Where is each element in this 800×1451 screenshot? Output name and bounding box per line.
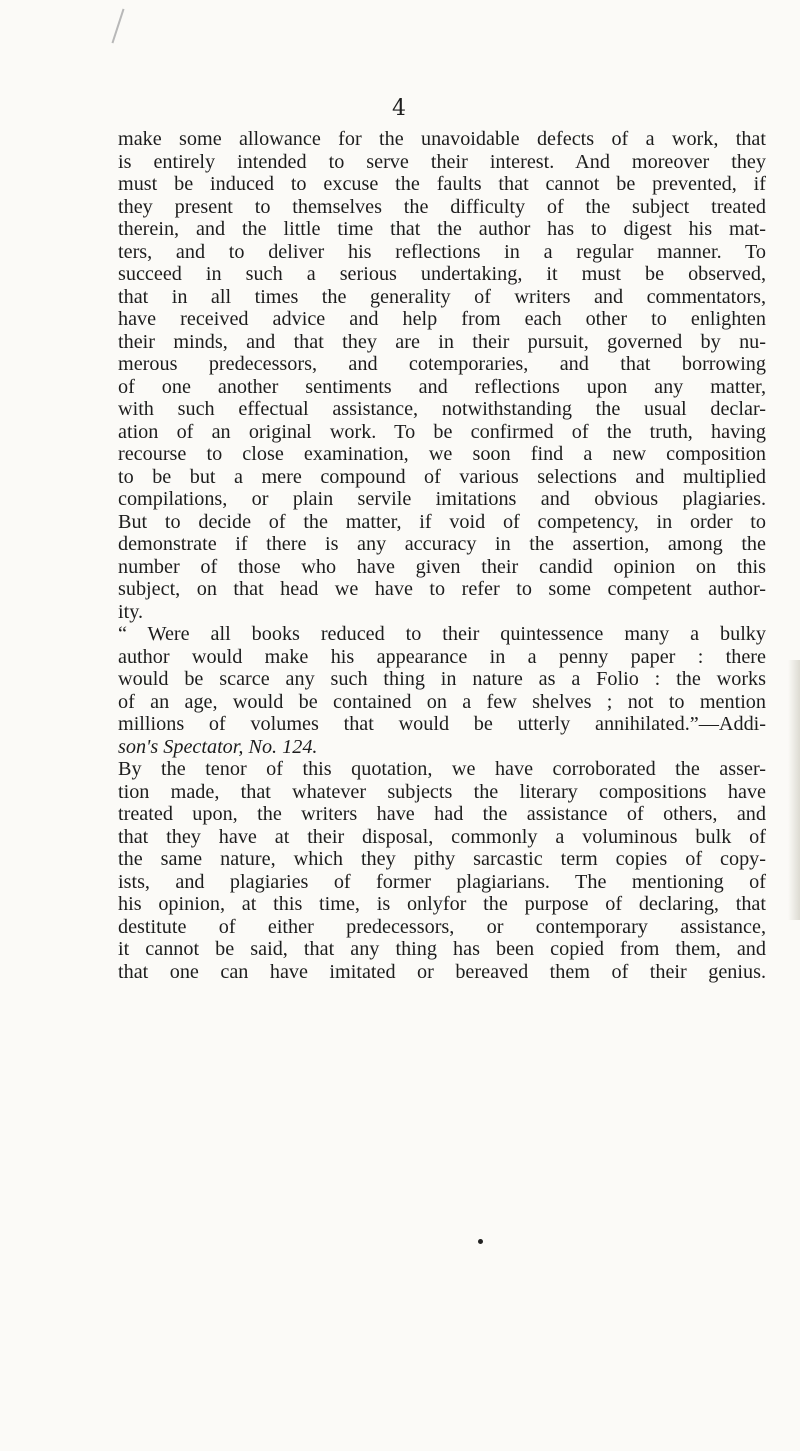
text-line: that they have at their disposal, commonly a voluminous bulk of <box>118 825 766 848</box>
text-line: the same nature, which they pithy sarcastic term copies of copy- <box>118 848 766 870</box>
quotation-line: author would make his appearance in a penny paper : there <box>118 645 766 668</box>
text-line: ity. <box>118 600 144 623</box>
text-line: have received advice and help from each other to enlighten <box>118 308 766 330</box>
text-line: must be induced to excuse the faults that cannot be prevented, if <box>118 173 766 195</box>
quotation-line: millions of volumes that would be utterly annihilated.”—Addi- <box>118 713 766 735</box>
quotation-line: of an age, would be contained on a few shelves ; not to mention <box>118 690 766 713</box>
ink-dot <box>478 1239 483 1244</box>
text-line: recourse to close examination, we soon find a new composition <box>118 443 766 465</box>
text-line: they present to themselves the difficulty of the subject treated <box>118 195 766 218</box>
body-text <box>118 128 766 983</box>
quotation-line: would be scarce any such thing in nature as a Folio : the works <box>118 668 766 690</box>
text-line: tion made, that whatever subjects the literary compositions have <box>118 780 766 803</box>
citation-line: son's Spectator, No. 124. <box>118 735 318 758</box>
text-line: destitute of either predecessors, or contemporary assistance, <box>118 915 766 938</box>
text-line: that one can have imitated or bereaved them of their genius. <box>118 960 766 983</box>
text-line: ists, and plagiaries of former plagiarians. The mentioning of <box>118 870 766 893</box>
text-line: his opinion, at this time, is onlyfor the purpose of declaring, that <box>118 893 766 915</box>
text-line: merous predecessors, and cotemporaries, and that borrowing <box>118 353 766 375</box>
text-line: demonstrate if there is any accuracy in the assertion, among the <box>118 533 766 555</box>
text-line: with such effectual assistance, notwithstanding the usual declar- <box>118 398 766 420</box>
text-line: ters, and to deliver his reflections in a regular manner. To <box>118 240 766 263</box>
text-line: to be but a mere compound of various selections and multiplied <box>118 465 766 488</box>
text-line: therein, and the little time that the author has to digest his mat- <box>118 218 766 240</box>
scan-artifact <box>111 9 124 44</box>
page-number: 4 <box>392 96 406 121</box>
text-line: treated upon, the writers have had the assistance of others, and <box>118 803 766 825</box>
text-line: that in all times the generality of writers and commentators, <box>118 285 766 308</box>
text-line: their minds, and that they are in their pursuit, governed by nu- <box>118 330 766 353</box>
text-line: ation of an original work. To be confirmed of the truth, having <box>118 420 766 443</box>
text-line: it cannot be said, that any thing has been copied from them, and <box>118 938 766 960</box>
text-line: compilations, or plain servile imitations and obvious plagiaries. <box>118 488 766 510</box>
text-line: make some allowance for the unavoidable defects of a work, that <box>118 128 766 150</box>
quotation-line: “ Were all books reduced to their quintessence many a bulky <box>118 623 766 645</box>
text-line: By the tenor of this quotation, we have corroborated the asser- <box>118 758 766 780</box>
page-edge-shadow <box>788 660 800 920</box>
text-line: succeed in such a serious undertaking, it must be observed, <box>118 263 766 285</box>
text-line: number of those who have given their candid opinion on this <box>118 555 766 578</box>
text-line: But to decide of the matter, if void of competency, in order to <box>118 510 766 533</box>
text-line: subject, on that head we have to refer to some competent author- <box>118 578 766 600</box>
text-line: of one another sentiments and reflections upon any matter, <box>118 375 766 398</box>
text-line: is entirely intended to serve their interest. And moreover they <box>118 150 766 173</box>
